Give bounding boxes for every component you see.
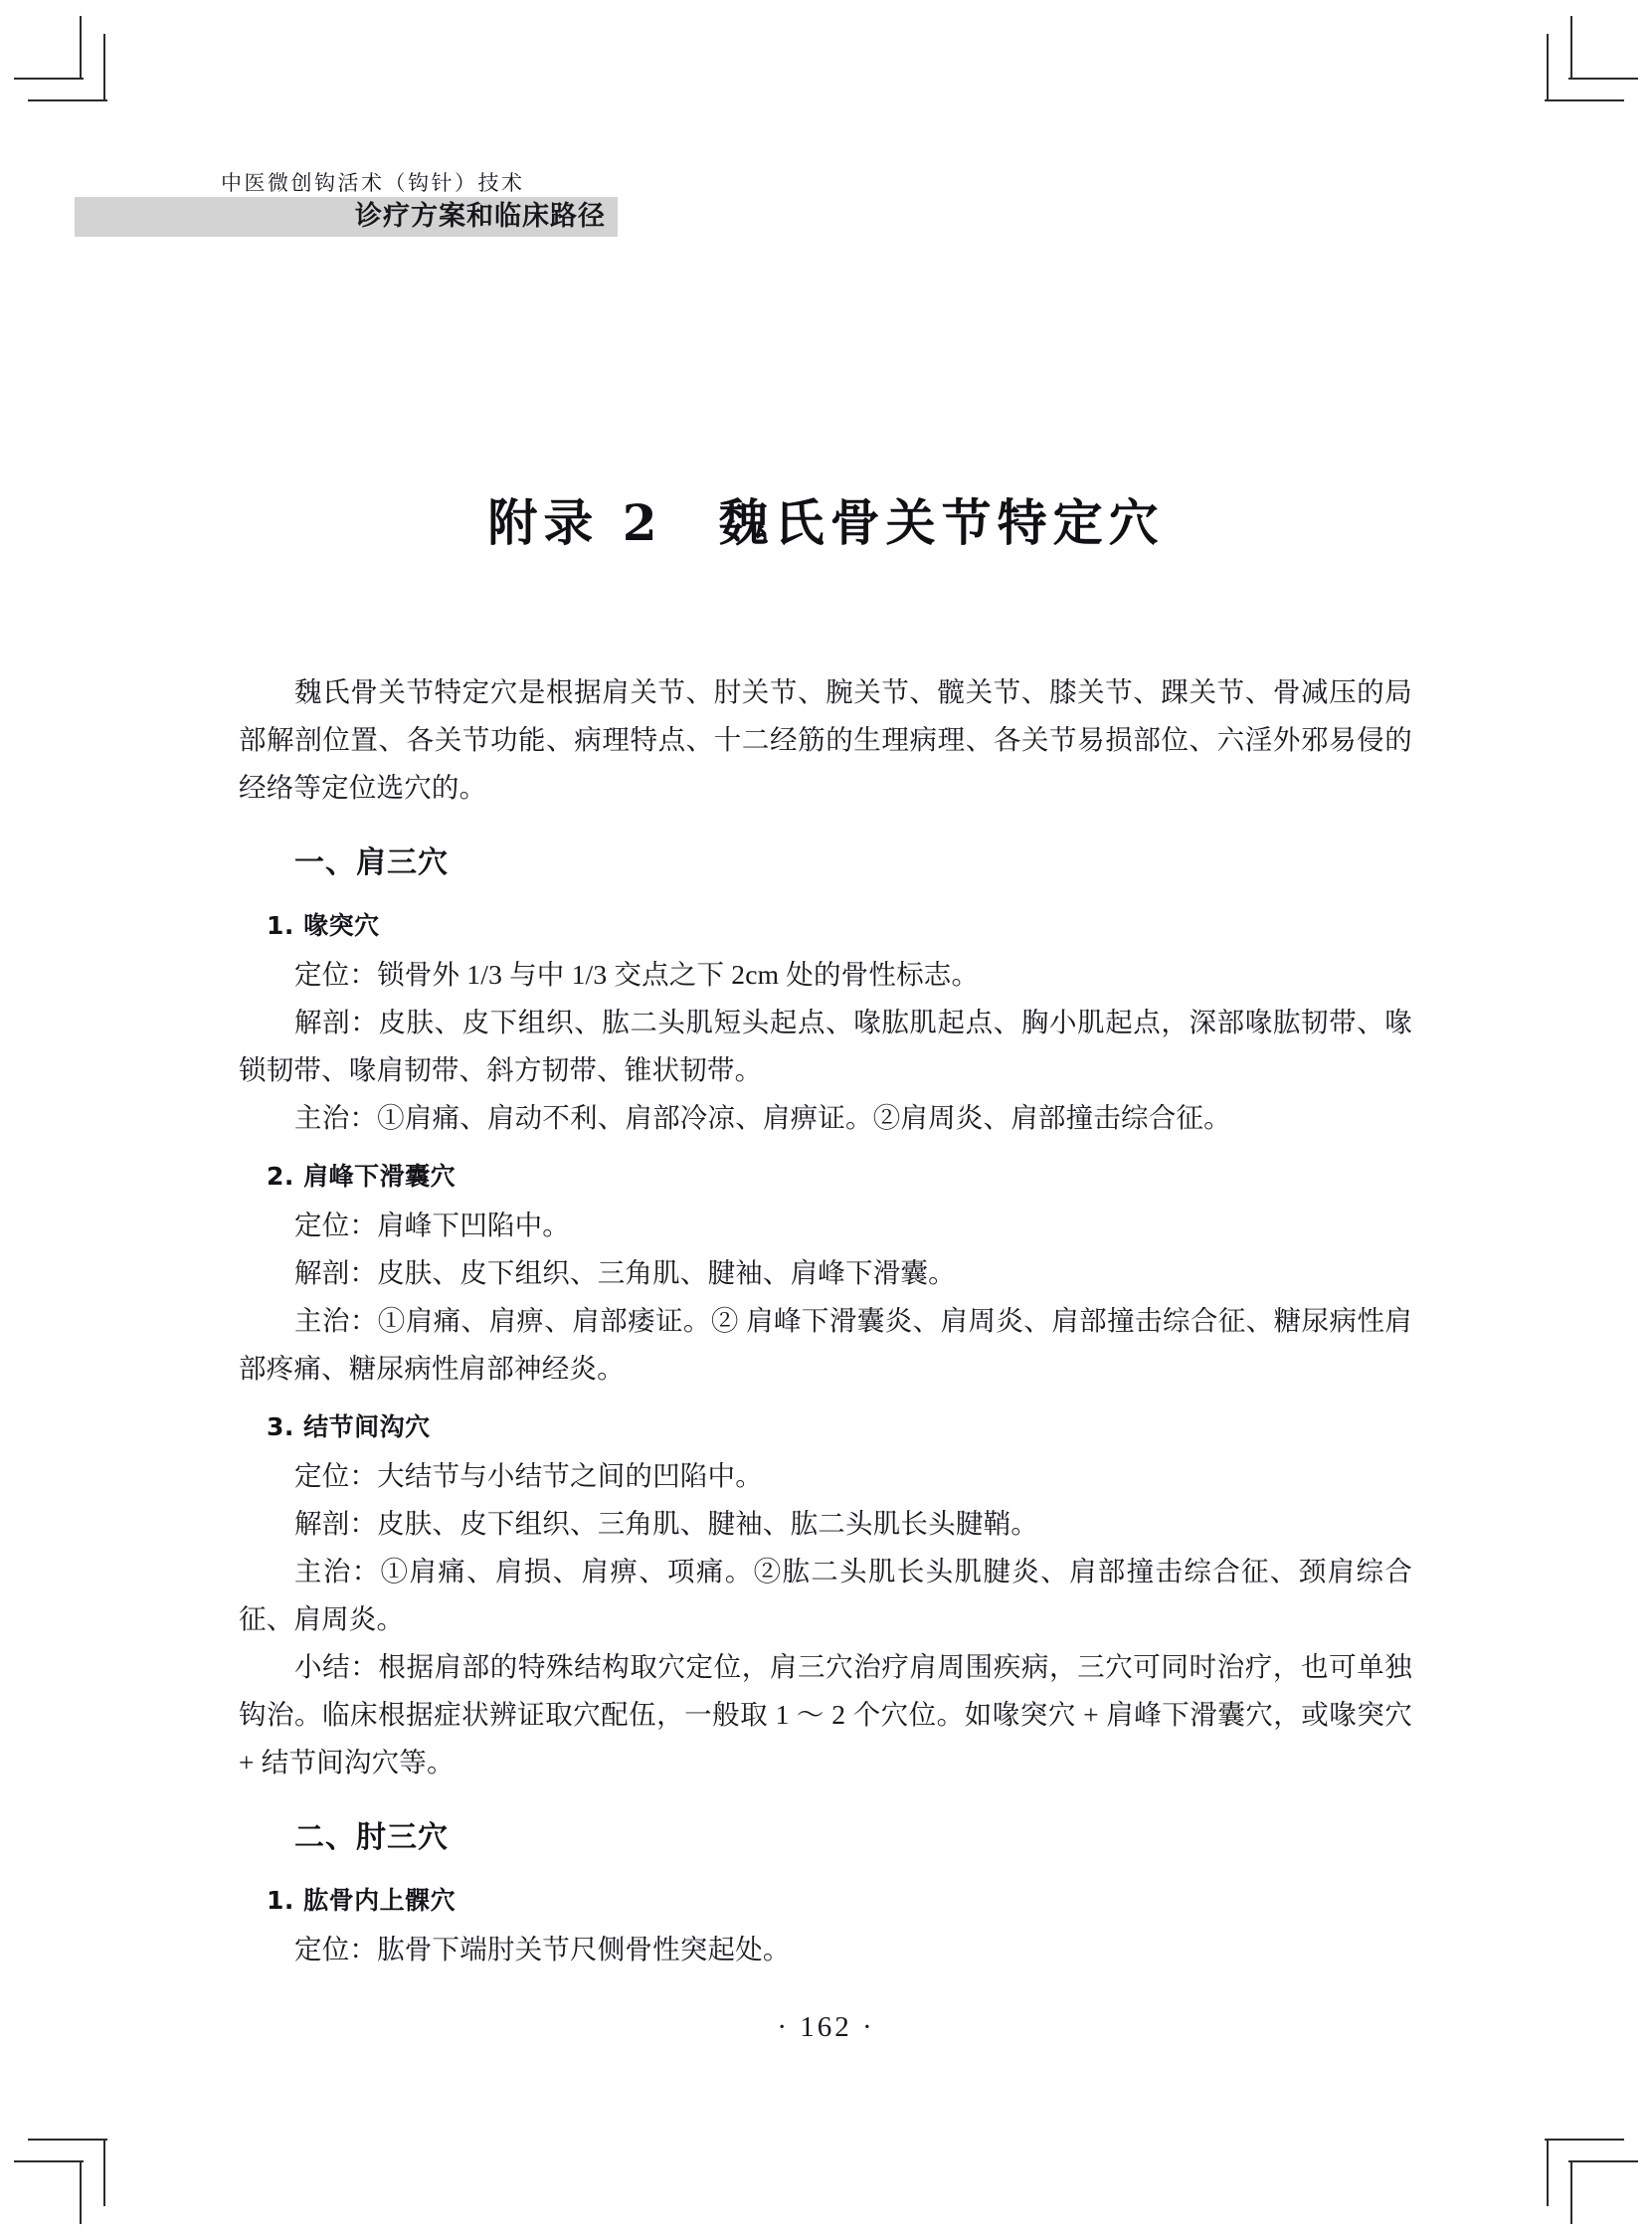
- page-title: 附录 2 魏氏骨关节特定穴: [487, 492, 1165, 552]
- running-head-subtitle: 诊疗方案和临床路径: [355, 201, 606, 232]
- crop-mark-bottom-left-icon: [14, 2129, 109, 2224]
- running-head-book-title: 中医微创钩活术（钩针）技术: [221, 171, 525, 195]
- crop-mark-top-left-icon: [14, 16, 109, 111]
- subsection-1-2-line-1: 定位：肩峰下凹陷中。: [294, 1210, 570, 1240]
- subsection-1-1-line-3: 主治：①肩痛、肩动不利、肩部冷凉、肩痹证。②肩周炎、肩部撞击综合征。: [294, 1102, 1231, 1133]
- subsection-1-1-line-2: 解剖：皮肤、皮下组织、肱二头肌短头起点、喙肱肌起点、胸小肌起点，深部喙肱韧带、喙锁韧带、喙肩韧带、斜方韧带、锥状韧带。: [239, 1007, 1412, 1085]
- subsection-title-2-1: 1. 肱骨内上髁穴: [267, 1886, 457, 1915]
- document-body: [239, 668, 1412, 1973]
- subsection-1-2-line-2: 解剖：皮肤、皮下组织、三角肌、腱袖、肩峰下滑囊。: [294, 1257, 956, 1288]
- page-number: · 162 ·: [777, 2011, 875, 2043]
- subsection-title-1-2: 2. 肩峰下滑囊穴: [267, 1162, 457, 1191]
- intro-paragraph: 魏氏骨关节特定穴是根据肩关节、肘关节、腕关节、髋关节、膝关节、踝关节、骨减压的局部解剖位置、各关节功能、病理特点、十二经筋的生理病理、各关节易损部位、六淫外邪易侵的经络等定位选穴的。: [239, 676, 1412, 803]
- subsection-title-1-3: 3. 结节间沟穴: [267, 1412, 431, 1441]
- crop-mark-bottom-right-icon: [1543, 2129, 1638, 2224]
- subsection-1-3-summary: 小结：根据肩部的特殊结构取穴定位，肩三穴治疗肩周围疾病，三穴可同时治疗，也可单独钩治。临床根据症状辨证取穴配伍，一般取 1 ～ 2 个穴位。如喙突穴 + 肩峰下滑囊穴，或喙突穴 + 结节间沟穴等。: [239, 1651, 1412, 1777]
- subsection-1-3-line-3: 主治：①肩痛、肩损、肩痹、项痛。②肱二头肌长头肌腱炎、肩部撞击综合征、颈肩综合征、肩周炎。: [239, 1556, 1412, 1634]
- subsection-title-1-1: 1. 喙突穴: [267, 911, 380, 940]
- subsection-1-1-line-1: 定位：锁骨外 1/3 与中 1/3 交点之下 2cm 处的骨性标志。: [294, 959, 980, 990]
- subsection-1-3-line-1: 定位：大结节与小结节之间的凹陷中。: [294, 1460, 763, 1491]
- crop-mark-top-right-icon: [1543, 16, 1638, 111]
- subsection-1-2-line-3: 主治：①肩痛、肩痹、肩部痿证。② 肩峰下滑囊炎、肩周炎、肩部撞击综合征、糖尿病性肩部疼痛、糖尿病性肩部神经炎。: [239, 1305, 1412, 1384]
- section-heading-shoulder: 一、肩三穴: [294, 845, 449, 880]
- section-heading-elbow: 二、肘三穴: [294, 1820, 449, 1855]
- subsection-1-3-line-2: 解剖：皮肤、皮下组织、三角肌、腱袖、肱二头肌长头腱鞘。: [294, 1508, 1038, 1539]
- subsection-2-1-line-1: 定位：肱骨下端肘关节尺侧骨性突起处。: [294, 1934, 791, 1964]
